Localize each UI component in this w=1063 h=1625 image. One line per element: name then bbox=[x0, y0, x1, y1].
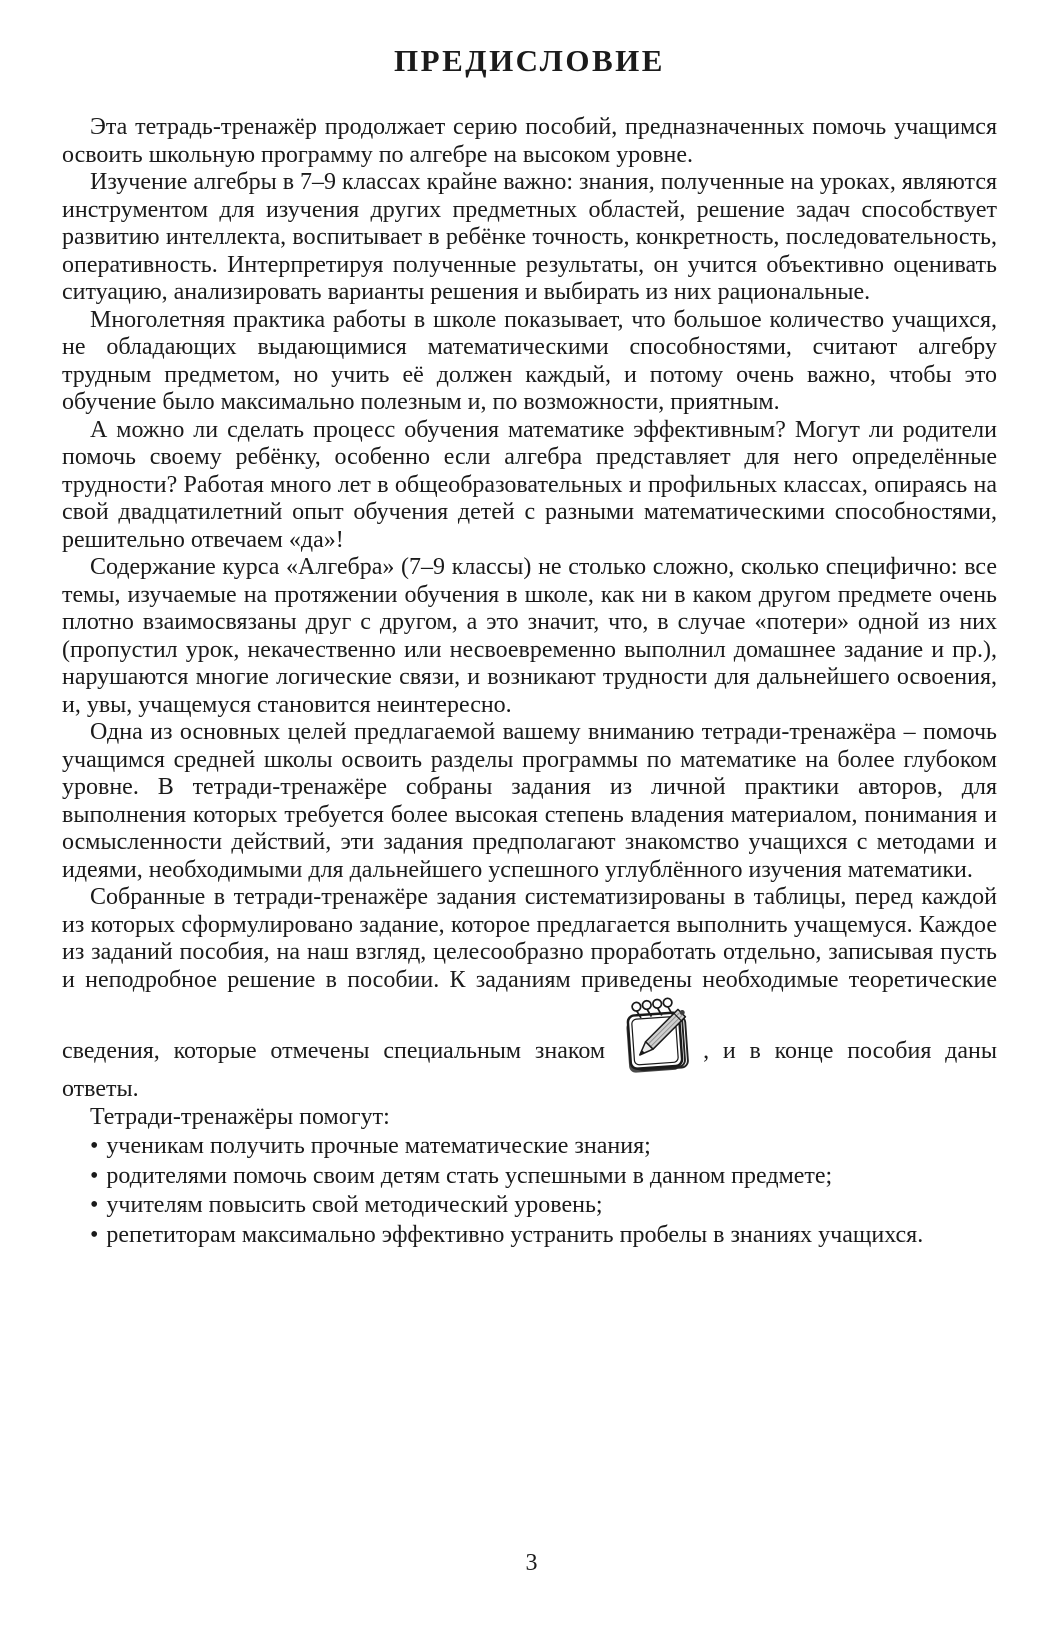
paragraph-with-icon bbox=[62, 884, 997, 1104]
icon-sentence-after: , и в конце пособия даны ответы. bbox=[62, 1038, 998, 1102]
paragraph: Одна из основных целей предлагаемой вашему вниманию тетради-тренажёра – помочь учащимся средней школы освоить разделы программы по математике на более глубоком уровне. В тетради-тренажёре собраны задания из личной практики авторов, для выполнения которых требуется более высокая степень владения материалом, понимания и осмысленности действий, эти задания предполагают знакомство учащихся с методами и идеями, необходимыми для дальнейшего успешного углублённого изучения математики. bbox=[62, 719, 997, 883]
list-item-text: учителям повысить свой методический уровень; bbox=[106, 1192, 603, 1218]
list-item bbox=[62, 1192, 997, 1220]
bullet-marker: • bbox=[90, 1192, 99, 1218]
paragraph: Изучение алгебры в 7–9 классах крайне важно: знания, полученные на уроках, являются инструментом для изучения других предметных областей, решение задач способствует развитию интеллекта, воспитывает в ребёнке точность, конкретность, последовательность, оперативность. Интерпретируя полученные результаты, он учится объективно оценивать ситуацию, анализировать варианты решения и выбирать из них рациональные. bbox=[62, 169, 998, 305]
list-item-text: родителями помочь своим детям стать успешными в данном предмете; bbox=[106, 1162, 833, 1189]
page-title: ПРЕДИСЛОВИЕ bbox=[394, 43, 665, 78]
list-item-text: репетиторам максимально эффективно устранить пробелы в знаниях учащихся. bbox=[106, 1221, 924, 1248]
paragraph: Содержание курса «Алгебра» (7–9 классы) не столько сложно, сколько специфично: все темы, изучаемые на протяжении обучения в школе, как ни в каком другом предмете очень плотно взаимосвязаны друг с другом, а это значит, что, в случае «потери» одной из них (пропустил урок, некачественно или несвоевременно выполнил домашнее задание и пр.), нарушаются многие логические связи, и возникают трудности для дальнейшего освоения, и, увы, учащемуся становится неинтересно. bbox=[62, 554, 997, 718]
paragraph: А можно ли сделать процесс обучения математике эффективным? Могут ли родители помочь своему ребёнку, особенно если алгебра представляет для него определённые трудности? Работая много лет в общеобразовательных и профильных классах, опираясь на свой двадцатилетний опыт обучения детей с разными математическими способностями, решительно отвечаем «да»! bbox=[62, 416, 997, 553]
list-item bbox=[62, 1163, 997, 1191]
list-intro: Тетради-тренажёры помогут: bbox=[90, 1103, 390, 1130]
list-item bbox=[62, 1222, 997, 1250]
list-item bbox=[62, 1133, 997, 1161]
bullet-marker: • bbox=[90, 1221, 99, 1248]
bullet-marker: • bbox=[90, 1162, 99, 1189]
paragraph: Эта тетрадь-тренажёр продолжает серию пособий, предназначенных помочь учащимся освоить школьную программу по алгебре на высоком уровне. bbox=[62, 114, 997, 168]
paragraph: Многолетняя практика работы в школе показывает, что большое количество учащихся, не обладающих выдающимися математическими способностями, считают алгебру трудным предметом, но учить её должен каждый, и потому очень важно, чтобы это обучение было максимально полезным и, по возможности, приятным. bbox=[62, 306, 997, 415]
page-number: 3 bbox=[525, 1550, 538, 1576]
list-item-text: ученикам получить прочные математические знания; bbox=[106, 1133, 651, 1159]
notebook-pencil-icon bbox=[615, 994, 695, 1076]
icon-sentence-before: Собранные в тетради-тренажёре задания систематизированы в таблицы, перед каждой из которых сформулировано задание, которое предлагается выполнить учащемуся. Каждое из заданий пособия, на наш взгляд, целесообразно проработать отдельно, записывая пусть и неподробное решение в пособии. К заданиям приведены необходимые теоретические сведения, которые отмечены специальным знаком bbox=[62, 884, 997, 1064]
bullet-marker: • bbox=[90, 1133, 99, 1159]
